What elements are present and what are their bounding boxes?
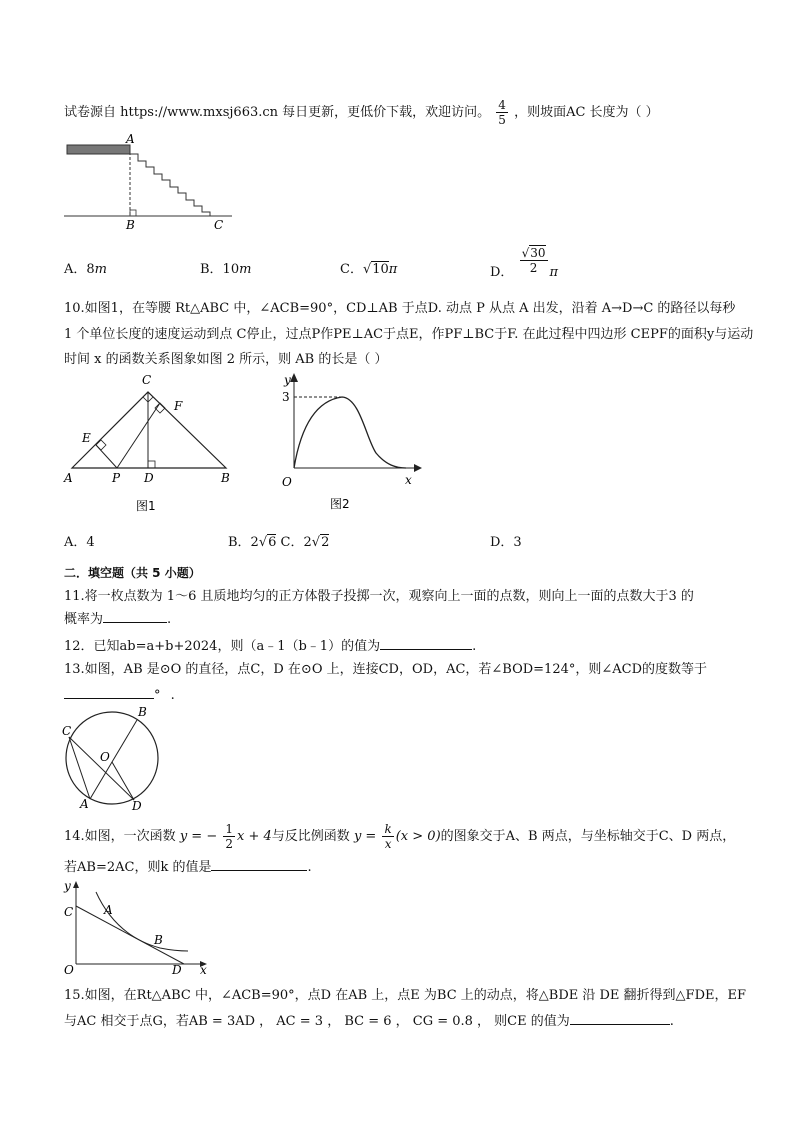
y-arrow — [73, 881, 79, 888]
label-A: A — [80, 797, 89, 811]
answer-blank — [103, 610, 167, 623]
diameter-ab — [90, 720, 137, 799]
label-D: D — [172, 963, 182, 976]
fraction-4-5: $\frac{4}{5}$ — [498, 98, 506, 127]
q9-option-d: D． $\frac{√30}{2}$ π — [490, 246, 559, 280]
label-A: A — [126, 132, 135, 146]
label-A: A — [64, 471, 73, 485]
q10-line1: 10.如图1，在等腰 Rt△ABC 中，∠ACB=90°，CD⊥AB 于点D. 动点 P 从点 A 出发，沿着 A→D→C 的路径以每秒 — [64, 301, 736, 316]
q9-option-b: B．10m — [200, 262, 252, 277]
q13-line2: ° . — [64, 686, 175, 705]
section-title: 二．填空题（共 5 小题） — [64, 566, 201, 580]
label-B: B — [221, 471, 230, 485]
q9-option-a: A．8m — [64, 262, 107, 277]
q10-figure2 — [250, 368, 425, 520]
area-curve — [294, 397, 406, 468]
header-line — [64, 98, 659, 127]
answer-blank — [64, 686, 154, 699]
answer-blank — [211, 858, 307, 871]
q13-figure — [60, 704, 170, 812]
q10-line2: 1 个单位长度的速度运动到点 C停止，过点P作PE⊥AC于点E，作PF⊥BC于F. 在此过程中四边形 CEPF的面积y与运动 — [64, 327, 754, 342]
label-O: O — [100, 750, 110, 764]
q10-option-bc: B．2√6 C．2√2 — [228, 535, 330, 550]
label-y: y — [64, 879, 71, 893]
q13-line1: 13.如图，AB 是⊙O 的直径，点C，D 在⊙O 上，连接CD，OD，AC，若∠BOD=124°，则∠ACD的度数等于 — [64, 662, 708, 677]
label-A: A — [104, 903, 113, 917]
label-O: O — [282, 475, 292, 489]
caption-fig2: 图2 — [330, 497, 350, 511]
fraction-k-x: $\frac{k}{x}$ — [384, 822, 392, 851]
label-D: D — [144, 471, 154, 485]
right-angle-mark — [130, 210, 136, 216]
label-B: B — [154, 933, 163, 947]
right-angle-d — [148, 461, 155, 468]
q14-line2: 若AB=2AC，则k 的值是 . — [64, 860, 312, 875]
triangle-abc — [72, 392, 226, 468]
q10-line3: 时间 x 的函数关系图象如图 2 所示，则 AB 的长是（ ） — [64, 352, 388, 367]
label-C: C — [62, 724, 72, 738]
label-x: x — [405, 473, 412, 487]
q12-line: 12．已知ab=a+b+2024，则（a﹣1（b﹣1）的值为 . — [64, 639, 477, 654]
caption-fig1: 图1 — [136, 499, 156, 513]
circle-o — [66, 712, 158, 804]
label-C: C — [142, 373, 152, 387]
chord-ac — [69, 737, 90, 799]
platform-bar — [67, 145, 130, 154]
label-y: y — [284, 373, 291, 387]
answer-blank — [570, 1012, 670, 1025]
label-C: C — [64, 905, 74, 919]
q15-line1: 15.如图，在Rt△ABC 中，∠ACB=90°，点D 在AB 上，点E 为BC 上的动点，将△BDE 沿 DE 翻折得到△FDE，EF — [64, 988, 746, 1003]
source-text: 试卷源自 https://www.mxsj663.cn 每日更新，更低价下载，欢迎访问。 — [64, 105, 491, 120]
q9-figure — [62, 132, 237, 232]
hyperbola — [96, 892, 188, 951]
label-E: E — [82, 431, 91, 445]
fraction-1-2: $\frac{1}{2}$ — [225, 822, 234, 851]
header-tail: ，则坡面AC 长度为（ ） — [514, 105, 659, 120]
label-C: C — [214, 218, 224, 232]
line-cd — [76, 906, 184, 964]
fraction-sqrt30-2: $\frac{√30}{2}$ — [521, 246, 546, 275]
q11-line2: 概率为 . — [64, 612, 172, 627]
right-angle-e — [96, 440, 106, 450]
label-P: P — [112, 471, 121, 485]
q10-option-a: A．4 — [64, 535, 95, 550]
q10-option-d: D．3 — [490, 535, 522, 550]
label-O: O — [64, 963, 74, 976]
radius-od — [112, 762, 134, 800]
q11-line1: 11.将一枚点数为 1～6 且质地均匀的正方体骰子投掷一次，观察向上一面的点数，则向上一面的点数大于3 的 — [64, 589, 694, 604]
x-arrow — [414, 464, 422, 472]
q15-line2: 与AC 相交于点G，若AB = 3AD ， AC = 3 ， BC = 6 ， CG = 0.8 ， 则CE 的值为 . — [64, 1014, 674, 1029]
label-B: B — [138, 705, 147, 719]
label-3: 3 — [282, 390, 290, 404]
staircase — [130, 154, 218, 216]
label-F: F — [174, 399, 183, 413]
q14-figure — [60, 876, 215, 976]
q10-figure1 — [60, 370, 245, 520]
q9-option-c: C．√10π — [340, 262, 398, 277]
answer-blank — [380, 637, 472, 650]
q14-line1: 14.如图，一次函数 y = − $\frac{1}{2}$ x + 4与反比例函数 y = $\frac{k}{x}$ (x > 0)的图象交于A、B 两点，与坐标轴交于C、D 两点， — [64, 822, 736, 851]
label-x: x — [200, 963, 207, 976]
segment-pf — [117, 403, 160, 468]
y-arrow — [290, 373, 298, 382]
label-D: D — [132, 799, 142, 812]
label-B: B — [126, 218, 135, 232]
